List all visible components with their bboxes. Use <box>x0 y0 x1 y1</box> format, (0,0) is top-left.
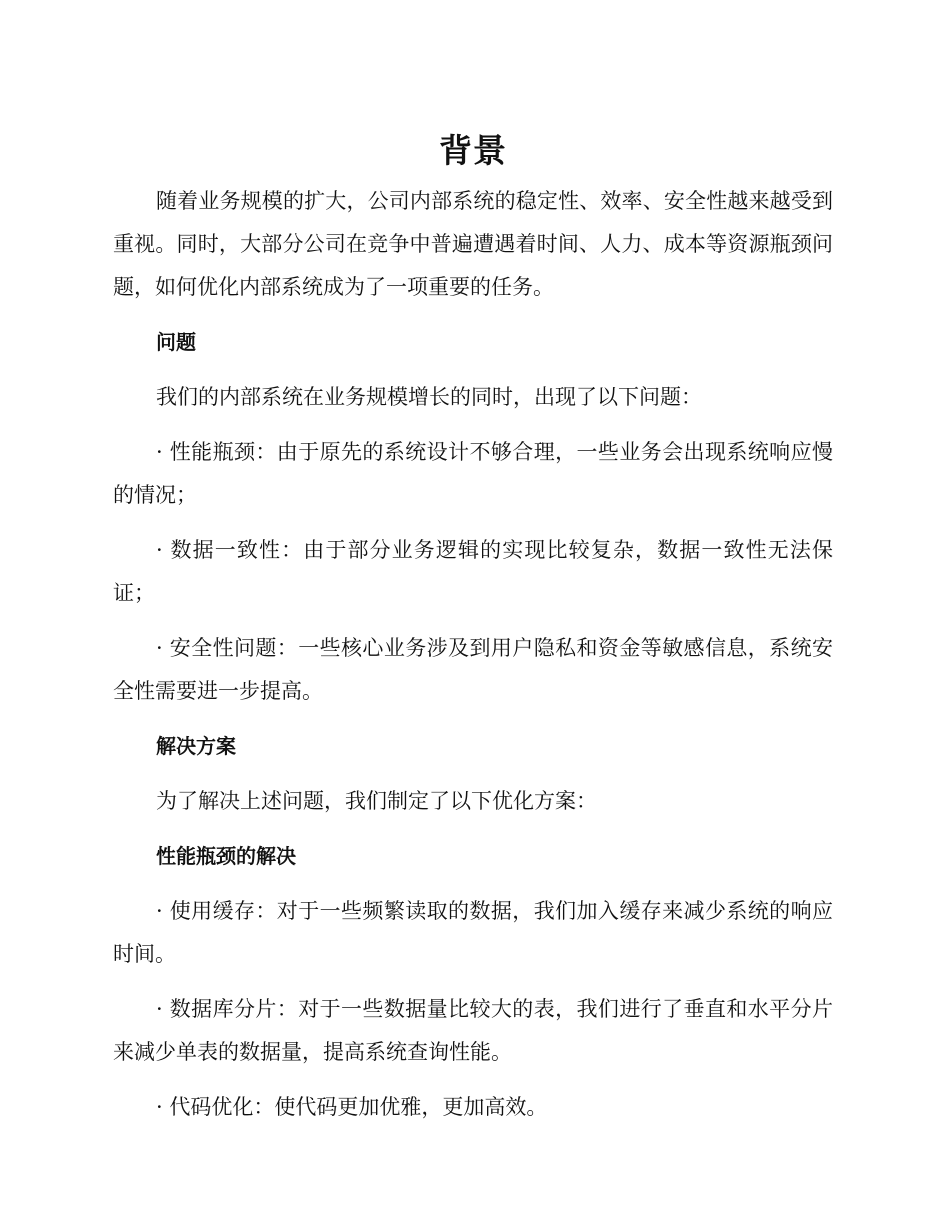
document-page <box>113 128 833 1141</box>
subsection-heading-performance: 性能瓶颈的解决 <box>156 844 296 868</box>
section-heading-problems: 问题 <box>156 330 196 354</box>
problem-item-security: · 安全性问题：一些核心业务涉及到用户隐私和资金等敏感信息，系统安全性需要进一步提高。 <box>113 636 833 703</box>
solution-item-cache: · 使用缓存：对于一些频繁读取的数据，我们加入缓存来减少系统的响应时间。 <box>113 899 833 966</box>
problem-item-consistency: · 数据一致性：由于部分业务逻辑的实现比较复杂，数据一致性无法保证； <box>113 538 833 605</box>
solutions-lead: 为了解决上述问题，我们制定了以下优化方案： <box>156 789 597 813</box>
section-heading-solutions: 解决方案 <box>156 734 236 758</box>
solution-item-sharding: · 数据库分片：对于一些数据量比较大的表，我们进行了垂直和水平分片来减少单表的数据量，提高系统查询性能。 <box>113 997 833 1064</box>
solution-item-code-optimization: · 代码优化：使代码更加优雅，更加高效。 <box>156 1095 548 1119</box>
problems-lead: 我们的内部系统在业务规模增长的同时，出现了以下问题： <box>156 385 702 409</box>
problem-item-performance: · 性能瓶颈：由于原先的系统设计不够合理，一些业务会出现系统响应慢的情况； <box>113 440 833 507</box>
page-title: 背景 <box>439 131 507 170</box>
intro-paragraph: 随着业务规模的扩大，公司内部系统的稳定性、效率、安全性越来越受到重视。同时，大部分公司在竞争中普遍遭遇着时间、人力、成本等资源瓶颈问题，如何优化内部系统成为了一项重要的任务。 <box>113 189 833 299</box>
